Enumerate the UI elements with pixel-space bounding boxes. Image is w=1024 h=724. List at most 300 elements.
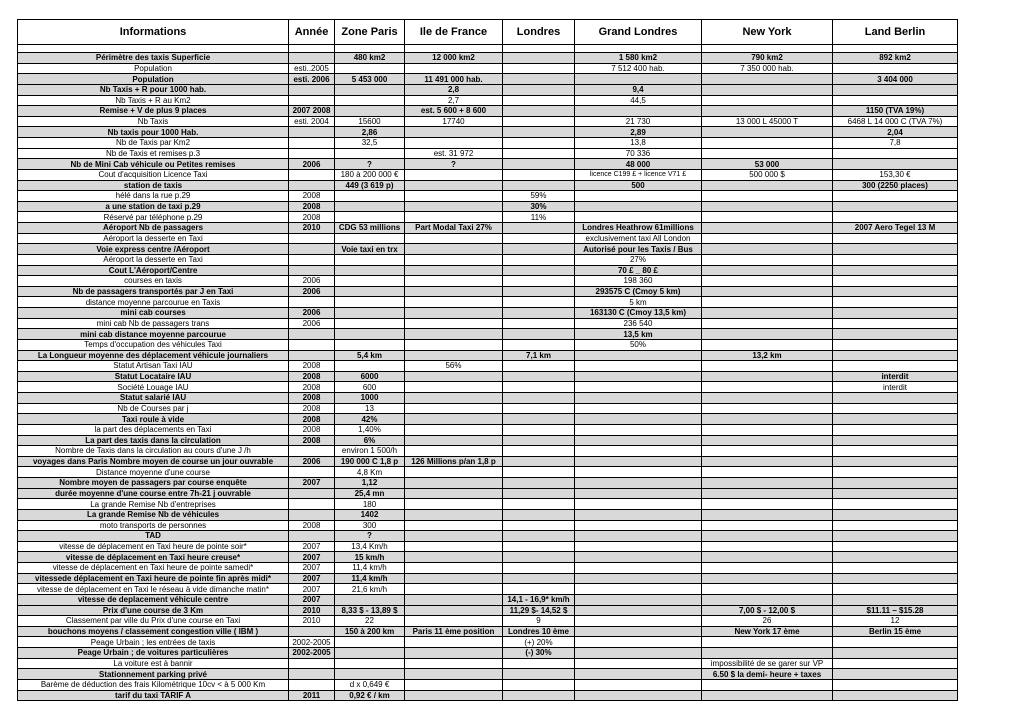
cell-new-york: [702, 541, 833, 552]
table-row: [18, 233, 958, 244]
cell-annee: 2007: [289, 573, 335, 584]
cell-annee: [289, 53, 335, 64]
cell-zone-paris: [335, 658, 405, 669]
cell-land-berlin: [833, 84, 958, 95]
cell-info: voyages dans Paris Nombre moyen de course un jour ouvrable: [18, 456, 289, 467]
cell-land-berlin: [833, 233, 958, 244]
table-row: [18, 350, 958, 361]
cell-grand-londres: [575, 382, 702, 393]
cell-info: Voie express centre /Aéroport: [18, 244, 289, 255]
cell-land-berlin: [833, 488, 958, 499]
cell-annee: esti..2005: [289, 63, 335, 74]
cell-londres: [503, 371, 575, 382]
cell-londres: [503, 403, 575, 414]
cell-annee: [289, 350, 335, 361]
table-row: [18, 265, 958, 276]
cell-grand-londres: [575, 573, 702, 584]
cell-grand-londres: 198 360: [575, 276, 702, 287]
cell-grand-londres: [575, 446, 702, 457]
cell-info: Population: [18, 63, 289, 74]
table-row: [18, 74, 958, 85]
cell-info: Nb Taxis: [18, 116, 289, 127]
cell-info: Nb de Mini Cab véhicule ou Petites remises: [18, 159, 289, 170]
cell-info: Cout L'Aéroport/Centre: [18, 265, 289, 276]
cell-zone-paris: 11,4 km/h: [335, 563, 405, 574]
cell-new-york: [702, 308, 833, 319]
table-row: [18, 106, 958, 117]
cell-zone-paris: 6%: [335, 435, 405, 446]
cell-grand-londres: 2,89: [575, 127, 702, 138]
cell-grand-londres: [575, 541, 702, 552]
cell-annee: 2008: [289, 212, 335, 223]
cell-zone-paris: ?: [335, 159, 405, 170]
cell-zone-paris: 4,8 Km: [335, 467, 405, 478]
cell-info: courses en taxis: [18, 276, 289, 287]
cell-land-berlin: [833, 648, 958, 659]
spreadsheet: [17, 19, 958, 701]
cell-zone-paris: ?: [335, 531, 405, 542]
cell-new-york: [702, 467, 833, 478]
cell-new-york: 7 350 000 hab.: [702, 63, 833, 74]
spacer-row: [18, 45, 958, 53]
cell-londres: [503, 286, 575, 297]
table-row: [18, 403, 958, 414]
cell-londres: [503, 318, 575, 329]
cell-annee: [289, 669, 335, 680]
cell-annee: [289, 265, 335, 276]
cell-new-york: [702, 594, 833, 605]
table-row: [18, 159, 958, 170]
header-informations: Informations: [18, 20, 289, 45]
cell-zone-paris: 11,4 km/h: [335, 573, 405, 584]
cell-grand-londres: 44,5: [575, 95, 702, 106]
cell-grand-londres: 13,8: [575, 138, 702, 149]
cell-londres: [503, 95, 575, 106]
cell-new-york: [702, 233, 833, 244]
cell-ile-de-france: [405, 446, 503, 457]
cell-info: Nombre moyen de passagers par course enquête: [18, 478, 289, 489]
cell-land-berlin: [833, 467, 958, 478]
cell-zone-paris: [335, 594, 405, 605]
cell-land-berlin: [833, 552, 958, 563]
cell-info: La grande Remise Nb d'entreprises: [18, 499, 289, 510]
cell-new-york: [702, 127, 833, 138]
cell-info: Aéroport la desserte en Taxi: [18, 233, 289, 244]
cell-info: distance moyenne parcourue en Taxis: [18, 297, 289, 308]
cell-info: TAD: [18, 531, 289, 542]
cell-ile-de-france: [405, 435, 503, 446]
cell-grand-londres: [575, 584, 702, 595]
cell-grand-londres: [575, 361, 702, 372]
cell-londres: [503, 435, 575, 446]
header-grand-londres: Grand Londres: [575, 20, 702, 45]
cell-londres: 59%: [503, 191, 575, 202]
cell-info: Nb de Taxis par Km2: [18, 138, 289, 149]
cell-land-berlin: [833, 276, 958, 287]
cell-land-berlin: [833, 191, 958, 202]
cell-zone-paris: 1402: [335, 509, 405, 520]
cell-ile-de-france: est. 31 972: [405, 148, 503, 159]
cell-zone-paris: [335, 265, 405, 276]
cell-annee: [289, 244, 335, 255]
cell-londres: 11,29 $- 14,52 $: [503, 605, 575, 616]
cell-new-york: [702, 382, 833, 393]
cell-londres: [503, 478, 575, 489]
cell-land-berlin: [833, 584, 958, 595]
table-row: [18, 180, 958, 191]
cell-annee: [289, 297, 335, 308]
cell-annee: 2007: [289, 478, 335, 489]
cell-land-berlin: [833, 594, 958, 605]
cell-new-york: [702, 297, 833, 308]
cell-new-york: [702, 446, 833, 457]
cell-londres: [503, 690, 575, 701]
cell-info: Taxi roule à vide: [18, 414, 289, 425]
cell-annee: 2007: [289, 541, 335, 552]
cell-zone-paris: [335, 637, 405, 648]
cell-zone-paris: 25,4 mn: [335, 488, 405, 499]
table-row: [18, 584, 958, 595]
cell-land-berlin: [833, 573, 958, 584]
cell-londres: [503, 308, 575, 319]
cell-londres: [503, 244, 575, 255]
cell-londres: [503, 573, 575, 584]
cell-zone-paris: 13,4 Km/h: [335, 541, 405, 552]
cell-new-york: [702, 223, 833, 234]
cell-zone-paris: 480 km2: [335, 53, 405, 64]
cell-ile-de-france: [405, 541, 503, 552]
cell-zone-paris: 1,12: [335, 478, 405, 489]
header-annee: Année: [289, 20, 335, 45]
cell-info: mini cab Nb de passagers trans: [18, 318, 289, 329]
cell-zone-paris: 5,4 km: [335, 350, 405, 361]
cell-ile-de-france: [405, 393, 503, 404]
cell-new-york: [702, 648, 833, 659]
table-row: [18, 116, 958, 127]
cell-annee: [289, 626, 335, 637]
cell-annee: 2007: [289, 563, 335, 574]
cell-annee: 2006: [289, 318, 335, 329]
table-row: [18, 531, 958, 542]
table-row: [18, 191, 958, 202]
cell-new-york: [702, 254, 833, 265]
cell-grand-londres: 70 336: [575, 148, 702, 159]
cell-zone-paris: 600: [335, 382, 405, 393]
cell-annee: 2010: [289, 616, 335, 627]
cell-grand-londres: licence C199 £ + licence V71 £: [575, 169, 702, 180]
header-new-york: New York: [702, 20, 833, 45]
cell-grand-londres: [575, 456, 702, 467]
cell-info: Nb taxis pour 1000 Hab.: [18, 127, 289, 138]
table-row: [18, 424, 958, 435]
cell-grand-londres: [575, 637, 702, 648]
cell-londres: [503, 414, 575, 425]
table-row: [18, 297, 958, 308]
table-row: [18, 520, 958, 531]
cell-new-york: [702, 414, 833, 425]
cell-annee: [289, 254, 335, 265]
cell-zone-paris: [335, 233, 405, 244]
cell-land-berlin: [833, 201, 958, 212]
cell-info: bouchons moyens / classement congestion ville ( IBM ): [18, 626, 289, 637]
cell-annee: [289, 84, 335, 95]
cell-info: Nb Taxis + R au Km2: [18, 95, 289, 106]
cell-londres: 14,1 - 16,9* km/h: [503, 594, 575, 605]
cell-annee: [289, 488, 335, 499]
cell-info: Nb de Taxis et remises p.3: [18, 148, 289, 159]
cell-londres: [503, 74, 575, 85]
cell-annee: 2008: [289, 414, 335, 425]
cell-grand-londres: [575, 191, 702, 202]
cell-new-york: [702, 478, 833, 489]
table-row: [18, 276, 958, 287]
cell-new-york: [702, 212, 833, 223]
cell-londres: [503, 499, 575, 510]
cell-annee: [289, 679, 335, 690]
cell-info: Stationnement parking privé: [18, 669, 289, 680]
cell-land-berlin: [833, 329, 958, 340]
cell-zone-paris: 190 000 C 1,8 p: [335, 456, 405, 467]
table-row: [18, 244, 958, 255]
table-row: [18, 361, 958, 372]
cell-info: Statut Artisan Taxi IAU: [18, 361, 289, 372]
header-londres: Londres: [503, 20, 575, 45]
cell-grand-londres: [575, 658, 702, 669]
cell-ile-de-france: [405, 563, 503, 574]
cell-info: Nb de passagers transportés par J en Taxi: [18, 286, 289, 297]
cell-ile-de-france: 2,8: [405, 84, 503, 95]
cell-zone-paris: 449 (3 619 p): [335, 180, 405, 191]
table-row: [18, 318, 958, 329]
cell-zone-paris: 15600: [335, 116, 405, 127]
table-row: [18, 456, 958, 467]
cell-zone-paris: 13: [335, 403, 405, 414]
cell-land-berlin: [833, 265, 958, 276]
cell-land-berlin: [833, 361, 958, 372]
cell-annee: 2008: [289, 403, 335, 414]
cell-new-york: [702, 191, 833, 202]
cell-londres: [503, 169, 575, 180]
cell-londres: [503, 276, 575, 287]
cell-land-berlin: [833, 456, 958, 467]
cell-land-berlin: [833, 478, 958, 489]
cell-ile-de-france: [405, 169, 503, 180]
cell-grand-londres: 1 580 km2: [575, 53, 702, 64]
cell-londres: [503, 679, 575, 690]
cell-info: Peage Urbain ; les entrées de taxis: [18, 637, 289, 648]
cell-zone-paris: [335, 276, 405, 287]
cell-ile-de-france: [405, 478, 503, 489]
cell-zone-paris: 300: [335, 520, 405, 531]
cell-new-york: [702, 679, 833, 690]
cell-zone-paris: [335, 308, 405, 319]
cell-grand-londres: Londres Heathrow 61millions: [575, 223, 702, 234]
cell-land-berlin: [833, 286, 958, 297]
cell-land-berlin: [833, 424, 958, 435]
cell-new-york: [702, 244, 833, 255]
cell-grand-londres: 163130 C (Cmoy 13,5 km): [575, 308, 702, 319]
table-row: [18, 169, 958, 180]
cell-londres: [503, 541, 575, 552]
cell-annee: [289, 233, 335, 244]
cell-ile-de-france: [405, 308, 503, 319]
cell-londres: [503, 127, 575, 138]
cell-londres: 7,1 km: [503, 350, 575, 361]
cell-new-york: [702, 180, 833, 191]
cell-new-york: [702, 84, 833, 95]
cell-land-berlin: [833, 339, 958, 350]
cell-ile-de-france: [405, 637, 503, 648]
cell-land-berlin: [833, 690, 958, 701]
cell-londres: [503, 509, 575, 520]
cell-annee: 2006: [289, 159, 335, 170]
cell-land-berlin: 2007 Aero Tegel 13 M: [833, 223, 958, 234]
cell-ile-de-france: [405, 233, 503, 244]
cell-annee: 2007: [289, 594, 335, 605]
cell-zone-paris: [335, 106, 405, 117]
table-row: [18, 371, 958, 382]
cell-info: vitesse de déplacement en Taxi heure de pointe samedi*: [18, 563, 289, 574]
cell-new-york: [702, 276, 833, 287]
cell-new-york: [702, 520, 833, 531]
cell-ile-de-france: 126 Millions p/an 1,8 p: [405, 456, 503, 467]
cell-zone-paris: [335, 191, 405, 202]
cell-land-berlin: 7,8: [833, 138, 958, 149]
cell-ile-de-france: [405, 382, 503, 393]
cell-londres: Londres 10 ème: [503, 626, 575, 637]
cell-grand-londres: 70 £ _ 80 £: [575, 265, 702, 276]
cell-annee: [289, 148, 335, 159]
table-row: [18, 329, 958, 340]
cell-new-york: [702, 499, 833, 510]
cell-londres: [503, 658, 575, 669]
cell-land-berlin: [833, 393, 958, 404]
cell-info: Prix d'une course de 3 Km: [18, 605, 289, 616]
cell-grand-londres: [575, 393, 702, 404]
cell-grand-londres: [575, 605, 702, 616]
cell-land-berlin: [833, 403, 958, 414]
cell-ile-de-france: [405, 276, 503, 287]
cell-grand-londres: 21 730: [575, 116, 702, 127]
cell-land-berlin: Berlin 15 ème: [833, 626, 958, 637]
cell-new-york: impossibilité de se garer sur VP: [702, 658, 833, 669]
cell-londres: [503, 669, 575, 680]
table-row: [18, 509, 958, 520]
cell-ile-de-france: 17740: [405, 116, 503, 127]
cell-londres: 11%: [503, 212, 575, 223]
cell-londres: (+) 20%: [503, 637, 575, 648]
cell-new-york: 26: [702, 616, 833, 627]
cell-ile-de-france: 12 000 km2: [405, 53, 503, 64]
cell-londres: [503, 233, 575, 244]
cell-grand-londres: 13,5 km: [575, 329, 702, 340]
cell-new-york: 7,00 $ - 12,00 $: [702, 605, 833, 616]
table-row: [18, 626, 958, 637]
cell-new-york: [702, 265, 833, 276]
cell-londres: [503, 148, 575, 159]
cell-annee: 2002-2005: [289, 648, 335, 659]
cell-info: vitesse de déplacement en Taxi heure de pointe soir*: [18, 541, 289, 552]
cell-new-york: [702, 637, 833, 648]
cell-land-berlin: [833, 520, 958, 531]
cell-ile-de-france: [405, 297, 503, 308]
cell-zone-paris: [335, 63, 405, 74]
cell-londres: [503, 159, 575, 170]
cell-annee: 2008: [289, 371, 335, 382]
cell-grand-londres: 236 540: [575, 318, 702, 329]
table-row: [18, 148, 958, 159]
cell-new-york: [702, 201, 833, 212]
cell-ile-de-france: 56%: [405, 361, 503, 372]
table-row: [18, 478, 958, 489]
cell-new-york: [702, 138, 833, 149]
cell-ile-de-france: Part Modal Taxi 27%: [405, 223, 503, 234]
cell-land-berlin: [833, 541, 958, 552]
cell-grand-londres: [575, 626, 702, 637]
cell-londres: [503, 223, 575, 234]
cell-londres: (-) 30%: [503, 648, 575, 659]
cell-grand-londres: 27%: [575, 254, 702, 265]
cell-land-berlin: [833, 212, 958, 223]
cell-zone-paris: [335, 286, 405, 297]
cell-ile-de-france: [405, 573, 503, 584]
cell-ile-de-france: [405, 329, 503, 340]
cell-londres: [503, 116, 575, 127]
cell-new-york: [702, 573, 833, 584]
cell-annee: [289, 138, 335, 149]
cell-info: tarif du taxi TARIF A: [18, 690, 289, 701]
cell-info: Temps d'occupation des véhicules Taxi: [18, 339, 289, 350]
cell-ile-de-france: [405, 424, 503, 435]
cell-ile-de-france: [405, 414, 503, 425]
cell-land-berlin: 1150 (TVA 19%): [833, 106, 958, 117]
cell-info: station de taxis: [18, 180, 289, 191]
cell-londres: [503, 531, 575, 542]
cell-land-berlin: [833, 499, 958, 510]
cell-ile-de-france: 2,7: [405, 95, 503, 106]
cell-zone-paris: 6000: [335, 371, 405, 382]
cell-zone-paris: 180: [335, 499, 405, 510]
cell-zone-paris: 1000: [335, 393, 405, 404]
cell-ile-de-france: [405, 339, 503, 350]
table-row: [18, 84, 958, 95]
cell-new-york: [702, 318, 833, 329]
cell-land-berlin: [833, 669, 958, 680]
cell-ile-de-france: [405, 531, 503, 542]
cell-land-berlin: [833, 563, 958, 574]
cell-annee: 2007: [289, 584, 335, 595]
cell-grand-londres: [575, 403, 702, 414]
cell-zone-paris: 32,5: [335, 138, 405, 149]
cell-info: Peage Urbain ; de voitures particulières: [18, 648, 289, 659]
cell-londres: [503, 456, 575, 467]
cell-grand-londres: 500: [575, 180, 702, 191]
cell-zone-paris: [335, 648, 405, 659]
cell-grand-londres: [575, 648, 702, 659]
table-row: [18, 212, 958, 223]
table-row: [18, 446, 958, 457]
cell-grand-londres: [575, 616, 702, 627]
cell-new-york: [702, 456, 833, 467]
cell-info: moto transports de personnes: [18, 520, 289, 531]
table-row: [18, 201, 958, 212]
cell-zone-paris: Voie taxi en trx: [335, 244, 405, 255]
cell-annee: 2008: [289, 382, 335, 393]
cell-info: la part des déplacements en Taxi: [18, 424, 289, 435]
cell-ile-de-france: [405, 584, 503, 595]
cell-annee: [289, 180, 335, 191]
cell-grand-londres: 48 000: [575, 159, 702, 170]
